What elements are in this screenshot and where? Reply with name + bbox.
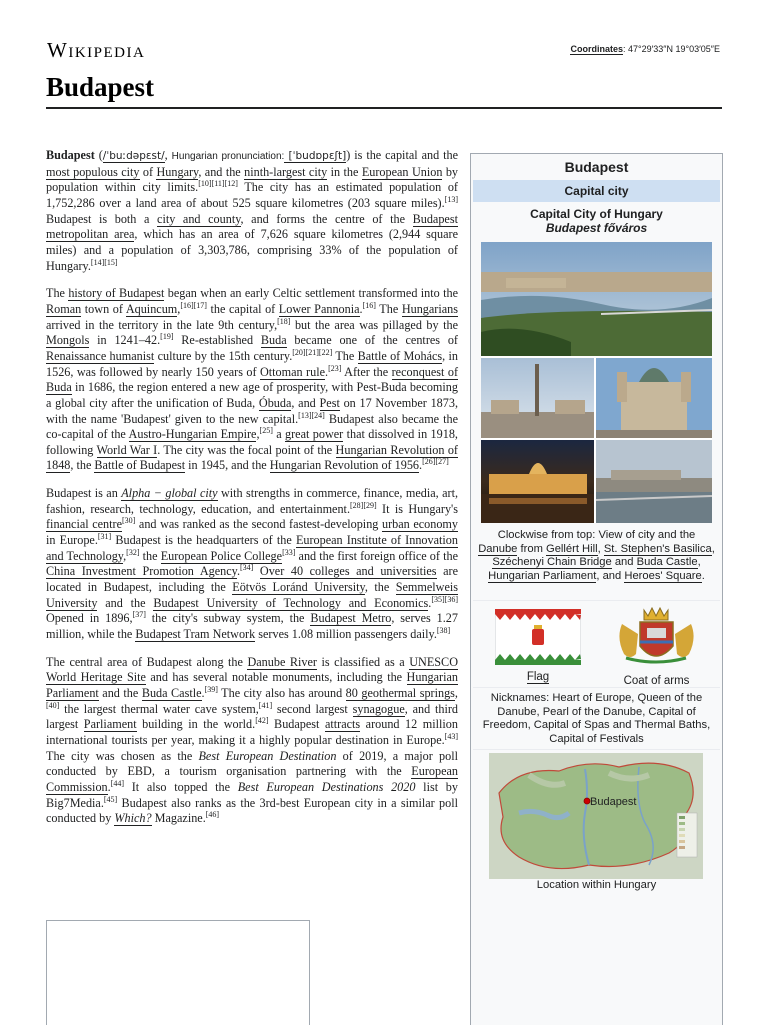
link[interactable]: Lower Pannonia bbox=[278, 301, 360, 316]
citation[interactable]: [46] bbox=[205, 810, 220, 820]
page-title: Budapest bbox=[46, 72, 155, 102]
citation[interactable]: [30] bbox=[122, 516, 136, 526]
link[interactable]: financial centre bbox=[46, 517, 122, 532]
link[interactable]: synagogue bbox=[352, 701, 405, 716]
link[interactable]: Eötvös Loránd University bbox=[232, 580, 365, 595]
infobox-settlement-type: Capital city bbox=[473, 180, 720, 202]
link[interactable]: Hungarian Parliament bbox=[46, 670, 458, 700]
coordinates-value: : 47°29′33″N 19°03′05″E bbox=[622, 44, 720, 54]
location-map[interactable] bbox=[489, 753, 703, 879]
link[interactable]: Óbuda bbox=[258, 395, 292, 410]
citation[interactable]: [18] bbox=[277, 316, 291, 326]
official-name: Capital City of Hungary bbox=[530, 207, 663, 221]
citation[interactable]: [16] bbox=[362, 300, 376, 310]
citation[interactable]: [42] bbox=[255, 716, 269, 726]
coordinates bbox=[570, 44, 720, 54]
coat-of-arms-image[interactable] bbox=[614, 604, 699, 668]
infobox-native-name bbox=[471, 202, 722, 241]
link[interactable]: Danube River bbox=[247, 654, 317, 669]
ipa-link[interactable]: /ˈbuːdəpɛst/ bbox=[102, 150, 165, 162]
citation[interactable]: [13][24] bbox=[298, 410, 325, 420]
citation[interactable]: [14][15] bbox=[90, 257, 118, 267]
link[interactable]: Semmelweis University bbox=[46, 580, 458, 610]
link[interactable]: Budapest University of Technology and Economics bbox=[153, 595, 429, 610]
coat-of-arms-link[interactable]: Coat of arms bbox=[623, 675, 690, 687]
link[interactable]: Széchenyi Chain Bridge bbox=[492, 556, 612, 569]
link[interactable]: Renaissance humanist bbox=[46, 348, 155, 363]
citation[interactable]: [38] bbox=[436, 625, 451, 635]
table-of-contents-box bbox=[46, 920, 310, 1025]
flag-link[interactable]: Flag bbox=[526, 671, 550, 683]
hungary-map-image bbox=[489, 753, 703, 879]
map-caption: Location within Hungary bbox=[536, 879, 657, 891]
link[interactable]: Buda bbox=[260, 333, 287, 348]
citation[interactable]: [40] bbox=[46, 700, 60, 710]
citation[interactable]: [10][11][12] bbox=[198, 179, 238, 189]
link[interactable]: Hungarian Parliament bbox=[488, 569, 597, 582]
link[interactable]: Hungary bbox=[156, 164, 199, 179]
paragraph-intro: Budapest (/ˈbuːdəpɛst/, Hungarian pronunciation: [ˈbudɒpɛʃt]) is the capital and the most populous city of Hungary, and the ninth-largest city in the European Union by population within city limits.[10][11][12] The city has an estimated population of 1,752,286 over a land area of about 525 square kilometres (203 square miles).[13] Budapest is both a city and county, and forms the centre of the Budapest metropolitan area, which has an area of 7,626 square kilometres (2,944 square miles) and a population of 3,303,786, comprising 33% of the population of Hungary.[14][15] bbox=[46, 148, 459, 273]
link[interactable]: Buda Castle bbox=[141, 686, 202, 700]
link[interactable]: Hungarian Revolution of 1848 bbox=[46, 442, 458, 473]
link[interactable]: Budapest metropolitan area bbox=[46, 211, 458, 242]
paragraph-economy: Budapest is an Alpha − global city with strengths in commerce, finance, media, art, fashion, research, technology, education, and entertainment.[28][29] It is Hungary's financial centre[30] and was ranked as the second fastest-developing urban economy in Europe.[31] Budapest is the headquarters of the European Institute of Innovation and Technology,[32] the European Police College[33] and the first foreign office of the China Investment Promotion Agency.[34] Over 40 colleges and universities are located in Budapest, including the Eötvös Loránd University, the Semmelweis University and the Budapest University of Technology and Economics.[35][36] Opened in 1896,[37] the city's subway system, the Budapest Metro, serves 1.27 million, while the Budapest Tram Network serves 1.08 million passengers daily.[38] bbox=[46, 486, 458, 642]
link[interactable]: Roman bbox=[46, 301, 82, 316]
citation[interactable]: [20][21][22] bbox=[292, 347, 333, 357]
collage-image bbox=[481, 242, 712, 523]
article-body bbox=[46, 148, 458, 839]
link[interactable]: Buda Castle bbox=[636, 556, 698, 569]
link[interactable]: European Police College bbox=[160, 548, 283, 563]
link[interactable]: European Union bbox=[361, 164, 443, 179]
citation[interactable]: [44] bbox=[110, 778, 125, 788]
article-subject: Budapest bbox=[46, 148, 95, 162]
link[interactable]: most populous city bbox=[46, 164, 140, 179]
citation[interactable]: [25] bbox=[259, 426, 273, 436]
coat-of-arms-cell bbox=[614, 604, 699, 687]
link[interactable]: Danube bbox=[478, 542, 518, 555]
link[interactable]: Pest bbox=[319, 395, 340, 410]
link[interactable]: great power bbox=[285, 427, 344, 442]
infobox bbox=[470, 153, 723, 1025]
flag-cell bbox=[495, 609, 581, 683]
link[interactable]: reconquest of Buda bbox=[46, 364, 459, 395]
link[interactable]: St. Stephen's Basilica bbox=[603, 542, 712, 555]
citation[interactable]: [13] bbox=[444, 194, 458, 204]
link[interactable]: Alpha − global city bbox=[121, 486, 218, 501]
citation[interactable]: [31] bbox=[97, 532, 112, 542]
wikipedia-logo[interactable]: Wikipedia bbox=[47, 38, 146, 62]
citation[interactable]: [41] bbox=[258, 700, 273, 710]
pronunciation-label: Hungarian pronunciation: bbox=[171, 151, 285, 162]
citation[interactable]: [16][17] bbox=[180, 300, 207, 310]
map-marker-label: Budapest bbox=[590, 796, 637, 808]
citation[interactable]: [23] bbox=[328, 363, 342, 373]
photo-collage[interactable] bbox=[481, 242, 712, 523]
link[interactable]: Aquincum bbox=[125, 301, 178, 316]
link[interactable]: World War I bbox=[96, 442, 158, 457]
coordinates-link[interactable]: Coordinates bbox=[570, 44, 623, 54]
link[interactable]: Hungarians bbox=[401, 301, 458, 316]
link[interactable]: Over 40 colleges and universities bbox=[259, 564, 437, 579]
link[interactable]: attracts bbox=[324, 717, 361, 732]
link[interactable]: Hungarian Revolution of 1956 bbox=[269, 458, 420, 473]
citation[interactable]: [33] bbox=[282, 547, 296, 557]
link[interactable]: Which? bbox=[114, 811, 152, 826]
link[interactable]: Heroes' Square bbox=[624, 569, 702, 582]
link[interactable]: Battle of Budapest bbox=[94, 458, 186, 473]
link[interactable]: European Institute of Innovation and Technology bbox=[46, 533, 458, 563]
ipa-hungarian-link[interactable]: [ˈbudɒpɛʃt] bbox=[284, 150, 347, 162]
citation[interactable]: [28][29] bbox=[350, 500, 377, 510]
link[interactable]: China Investment Promotion Agency bbox=[46, 564, 237, 579]
link[interactable]: Battle of Mohács bbox=[357, 348, 443, 363]
link[interactable]: Mongols bbox=[46, 333, 90, 348]
link[interactable]: ninth-largest city bbox=[244, 164, 328, 179]
title-divider bbox=[46, 107, 722, 109]
citation[interactable]: [35][36] bbox=[431, 594, 458, 604]
link[interactable]: Austro-Hungarian Empire bbox=[128, 427, 257, 442]
infobox-divider bbox=[473, 749, 720, 750]
citation[interactable]: [45] bbox=[103, 794, 118, 804]
link[interactable]: Gellért Hill bbox=[546, 542, 598, 555]
citation[interactable]: [19] bbox=[160, 332, 174, 342]
hungarian-name: Budapest főváros bbox=[545, 221, 648, 235]
paragraph-history: The history of Budapest began when an early Celtic settlement transformed into the Roman town of Aquincum,[16][17] the capital of Lower Pannonia.[16] The Hungarians arrived in the territory in the late 9th century,[18] but the area was pillaged by the Mongols in 1241–42.[19] Re-established Buda became one of the centres of Renaissance humanist culture by the 15th century.[20][21][22] The Battle of Mohács, in 1526, was followed by nearly 150 years of Ottoman rule.[23] After the reconquest of Buda in 1686, the region entered a new age of prosperity, with Pest-Buda becoming a global city after the unification of Buda, Óbuda, and Pest on 17 November 1873, with the name 'Budapest' given to the new capital.[13][24] Budapest also became the co-capital of the Austro-Hungarian Empire,[25] a great power that dissolved in 1918, following World War I. The city was the focal point of the Hungarian Revolution of 1848, the Battle of Budapest in 1945, and the Hungarian Revolution of 1956.[26][27] bbox=[46, 286, 459, 473]
link[interactable]: city and county bbox=[157, 211, 241, 226]
link[interactable]: 80 geothermal springs bbox=[345, 686, 455, 700]
citation[interactable]: [32] bbox=[126, 547, 140, 557]
paragraph-landmarks: The central area of Budapest along the Danube River is classified as a UNESCO World Heritage Site and has several notable monuments, including the Hungarian Parliament and the Buda Castle.[39] The city also has around 80 geothermal springs,[40] the largest thermal water cave system,[41] second largest synagogue, and third largest Parliament building in the world.[42] Budapest attracts around 12 million international tourists per year, making it a highly popular destination in Europe.[43] The city was chosen as the Best European Destination of 2019, a major poll conducted by EBD, a tourism organisation partnering with the European Commission.[44] It also topped the Best European Destinations 2020 list by Big7Media.[45] Budapest also ranks as the 3rd-best European city in a similar poll conducted by Which? Magazine.[46] bbox=[46, 654, 458, 826]
infobox-title: Budapest bbox=[564, 159, 629, 175]
link[interactable]: Budapest Metro bbox=[310, 611, 392, 626]
link[interactable]: history of Budapest bbox=[68, 286, 165, 301]
infobox-divider bbox=[473, 600, 720, 601]
citation[interactable]: [37] bbox=[132, 610, 146, 620]
link[interactable]: European Commission bbox=[46, 764, 458, 794]
citation[interactable]: [43] bbox=[444, 731, 458, 741]
link[interactable]: UNESCO World Heritage Site bbox=[46, 654, 458, 685]
flag-image[interactable] bbox=[495, 609, 581, 665]
citation[interactable]: [26][27] bbox=[422, 457, 449, 467]
link[interactable]: urban economy bbox=[381, 517, 458, 532]
nicknames: Nicknames: Heart of Europe, Queen of the Danube, Pearl of the Danube, Capital of Freedom, Capital of Spas and Thermal Baths, Capital of Festivals bbox=[482, 692, 711, 745]
link[interactable]: Parliament bbox=[83, 717, 137, 732]
link[interactable]: Ottoman rule bbox=[259, 364, 326, 379]
citation[interactable]: [39] bbox=[204, 684, 218, 694]
collage-caption: Clockwise from top: View of city and the Danube from Gellért Hill, St. Stephen's Basilica, Széchenyi Chain Bridge and Buda Castle, Hungarian Parliament, and Heroes' Square. bbox=[478, 529, 715, 582]
citation[interactable]: [34] bbox=[239, 563, 254, 573]
link[interactable]: Budapest Tram Network bbox=[135, 627, 256, 642]
infobox-divider bbox=[473, 687, 720, 688]
